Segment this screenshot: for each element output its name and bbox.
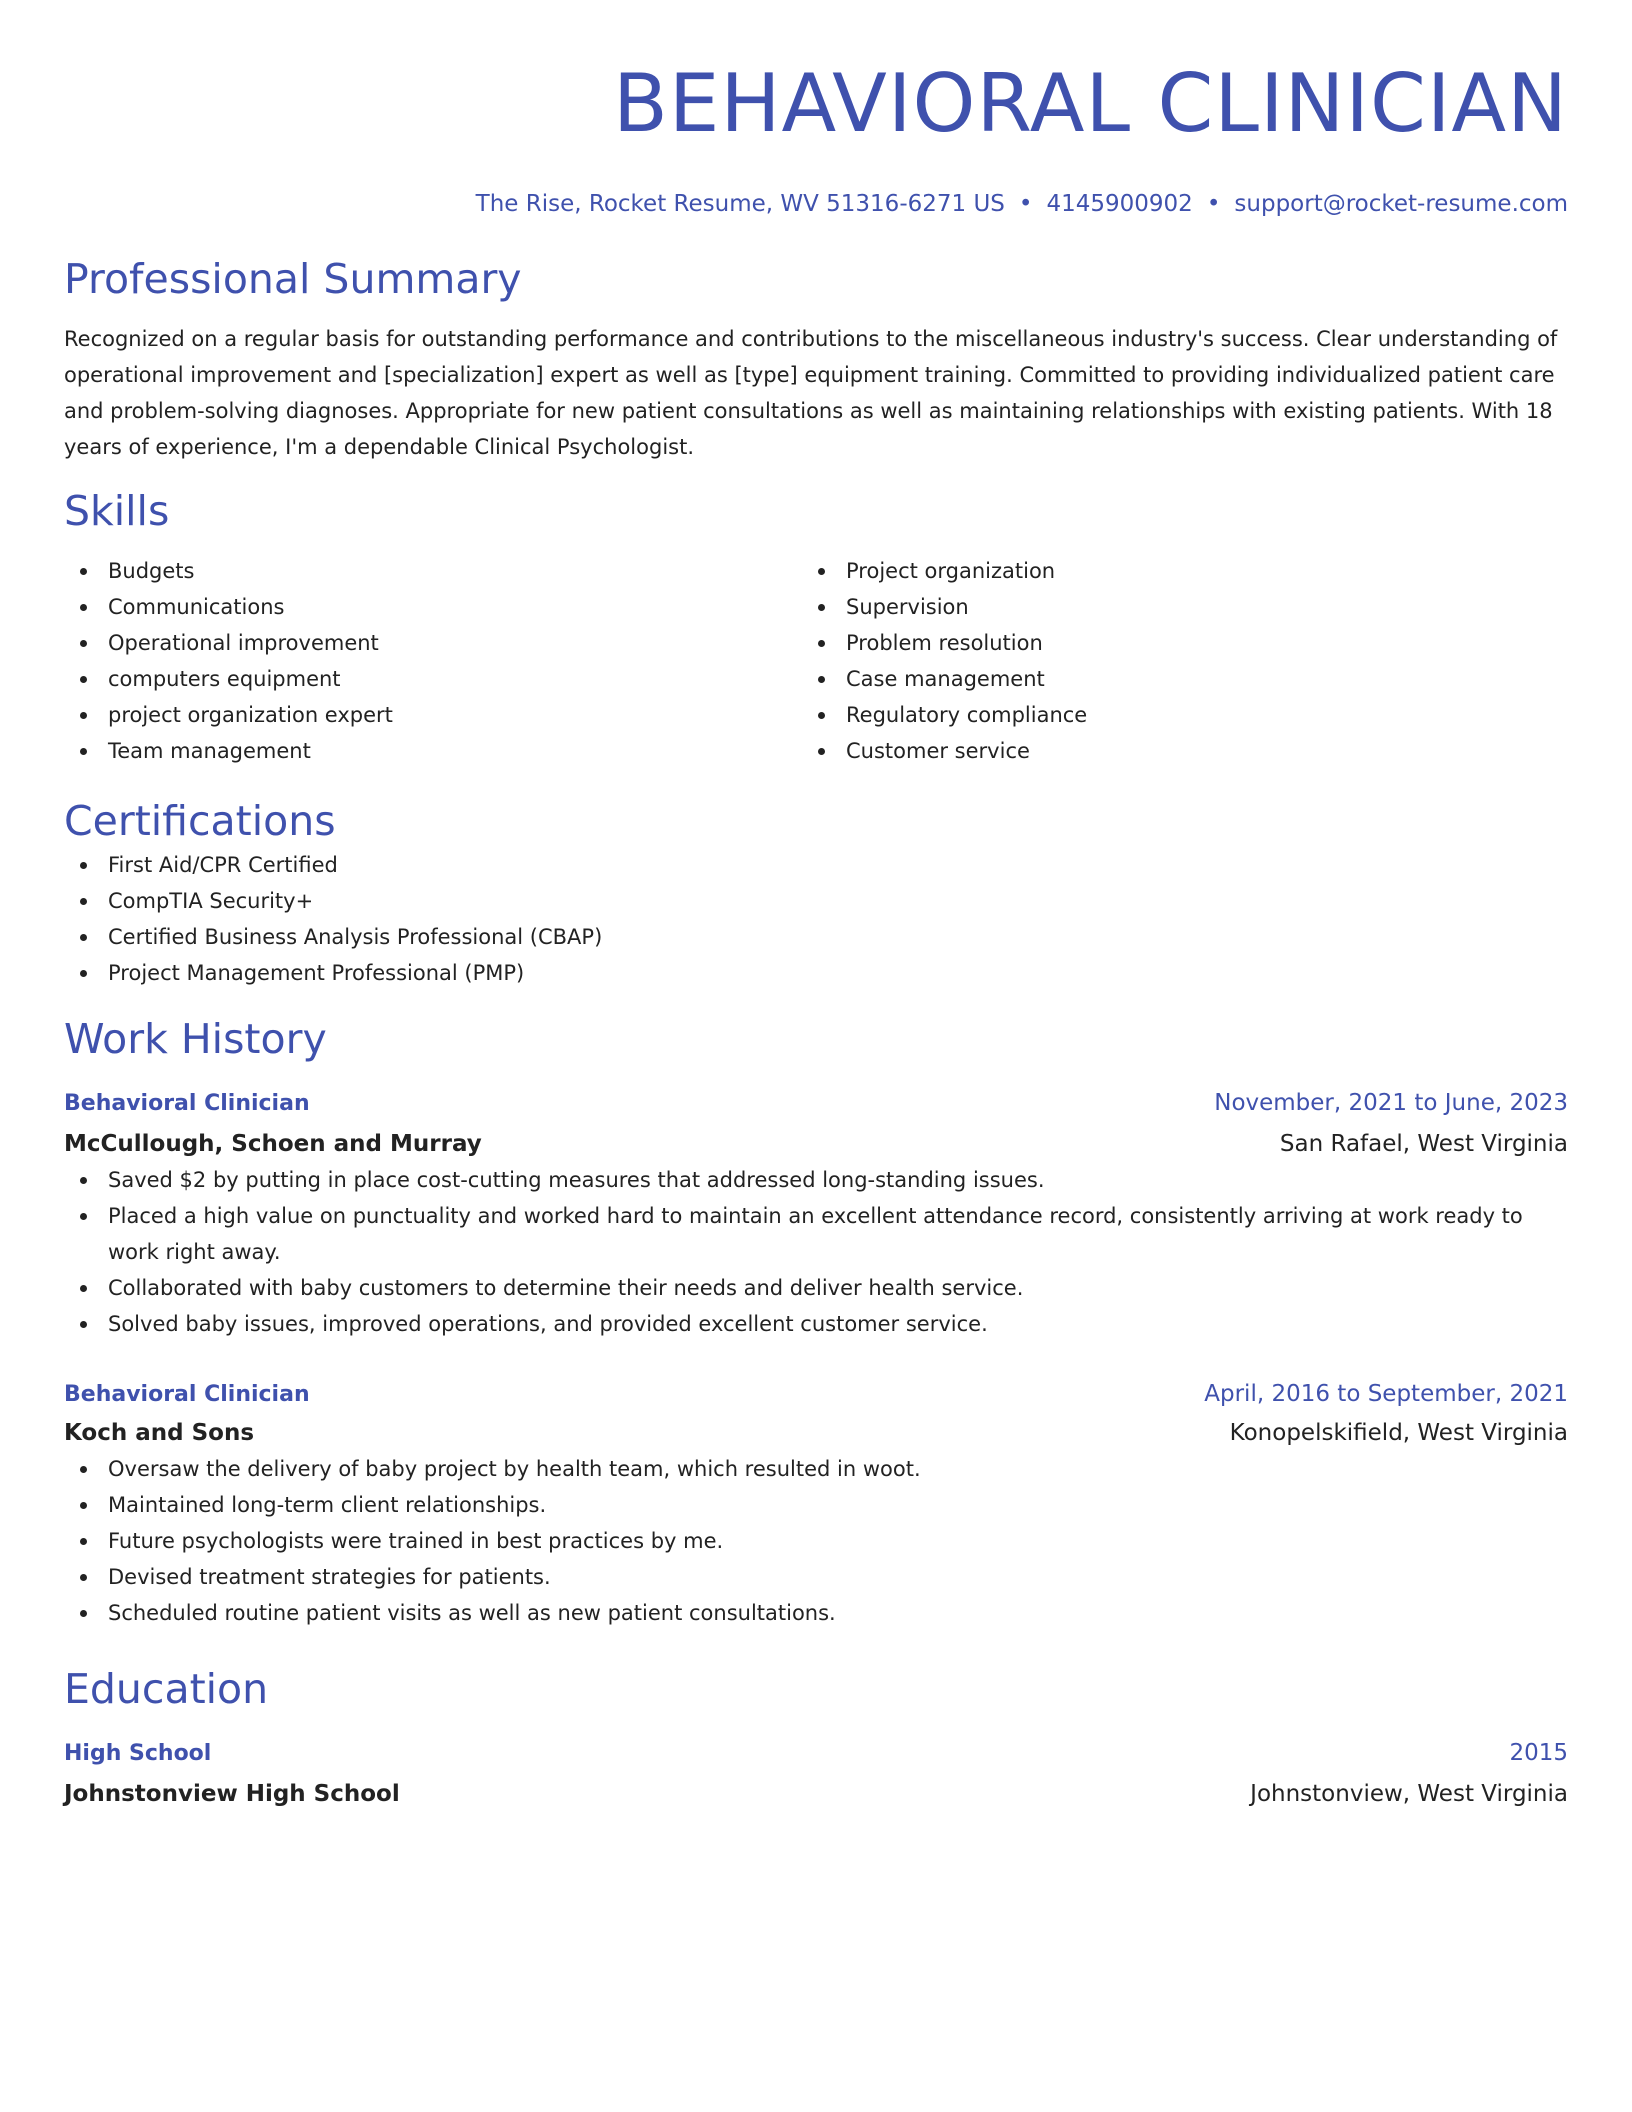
job-bullets	[64, 1451, 1568, 1631]
job-company: McCullough, Schoen and Murray	[64, 1131, 482, 1157]
education-year: 2015	[1509, 1740, 1568, 1766]
job-bullet: Saved $2 by putting in place cost-cutting measures that addressed long-standing issues.	[64, 1162, 1568, 1198]
skills-list-left	[64, 553, 802, 769]
contact-address: The Rise, Rocket Resume, WV 51316-6271 US	[475, 191, 1005, 217]
education-subheader	[64, 1776, 1568, 1812]
certification-item: Certified Business Analysis Professional (CBAP)	[64, 919, 1568, 955]
job-bullet: Collaborated with baby customers to determine their needs and deliver health service.	[64, 1270, 1568, 1306]
skill-item: Case management	[802, 661, 1540, 697]
work-history-heading: Work History	[64, 1015, 327, 1063]
job-role: Behavioral Clinician	[64, 1382, 310, 1407]
contact-separator: •	[1018, 191, 1033, 217]
contact-separator: •	[1206, 191, 1221, 217]
job-bullet: Devised treatment strategies for patients.	[64, 1559, 1568, 1595]
summary-heading: Professional Summary	[64, 255, 522, 303]
education-heading: Education	[64, 1665, 269, 1713]
job-subheader	[64, 1415, 1568, 1451]
skills-grid	[64, 553, 1568, 769]
education-location: Johnstonview, West Virginia	[1250, 1781, 1568, 1807]
job-header	[64, 1085, 1568, 1122]
job-entry	[64, 1085, 1568, 1342]
job-bullet: Solved baby issues, improved operations, and provided excellent customer service.	[64, 1306, 1568, 1342]
skills-list-right	[802, 553, 1540, 769]
job-bullet: Maintained long-term client relationships.	[64, 1487, 1568, 1523]
skill-item: Project organization	[802, 553, 1540, 589]
skill-item: Problem resolution	[802, 625, 1540, 661]
education-degree: High School	[64, 1741, 212, 1766]
job-bullets	[64, 1162, 1568, 1342]
job-bullet: Future psychologists were trained in best practices by me.	[64, 1523, 1568, 1559]
job-company: Koch and Sons	[64, 1420, 255, 1446]
skill-item: computers equipment	[64, 661, 802, 697]
job-bullet: Placed a high value on punctuality and worked hard to maintain an excellent attendance record, consistently arriving at work ready to work right away.	[64, 1198, 1568, 1270]
education-school: Johnstonview High School	[64, 1781, 400, 1807]
job-entry	[64, 1376, 1568, 1631]
job-bullet: Scheduled routine patient visits as well as new patient consultations.	[64, 1595, 1568, 1631]
job-location: San Rafael, West Virginia	[1279, 1131, 1568, 1157]
certification-item: CompTIA Security+	[64, 883, 1568, 919]
job-header	[64, 1376, 1568, 1413]
certifications-list	[64, 847, 1568, 991]
certifications-heading: Certifications	[64, 797, 336, 845]
skill-item: project organization expert	[64, 697, 802, 733]
skills-heading: Skills	[64, 487, 170, 535]
education-header	[64, 1735, 1568, 1772]
candidate-name: BEHAVIORAL CLINICIAN	[612, 57, 1568, 150]
skill-item: Regulatory compliance	[802, 697, 1540, 733]
certification-item: First Aid/CPR Certified	[64, 847, 1568, 883]
skill-item: Customer service	[802, 733, 1540, 769]
job-role: Behavioral Clinician	[64, 1091, 310, 1116]
skill-item: Supervision	[802, 589, 1540, 625]
skill-item: Budgets	[64, 553, 802, 589]
skills-column-left	[64, 553, 802, 769]
job-dates: November, 2021 to June, 2023	[1214, 1090, 1568, 1116]
job-location: Konopelskifield, West Virginia	[1229, 1420, 1568, 1446]
contact-phone: 4145900902	[1046, 191, 1193, 217]
skill-item: Team management	[64, 733, 802, 769]
education-entry	[64, 1735, 1568, 1812]
certification-item: Project Management Professional (PMP)	[64, 955, 1568, 991]
contact-line	[64, 188, 1568, 220]
job-bullet: Oversaw the delivery of baby project by health team, which resulted in woot.	[64, 1451, 1568, 1487]
summary-text: Recognized on a regular basis for outstanding performance and contributions to the miscellaneous industry's success. Clear understanding of operational improvement and [specialization] expert as well as [type] equipment training. Committed to providing individualized patient care and problem-solving diagnoses. Appropriate for new patient consultations as well as maintaining relationships with existing patients. With 18 years of experience, I'm a dependable Clinical Psychologist.	[64, 327, 1558, 459]
skills-column-right	[802, 553, 1540, 769]
contact-email: support@rocket-resume.com	[1234, 191, 1568, 217]
job-dates: April, 2016 to September, 2021	[1204, 1381, 1568, 1407]
skill-item: Operational improvement	[64, 625, 802, 661]
job-subheader	[64, 1126, 1568, 1162]
skill-item: Communications	[64, 589, 802, 625]
